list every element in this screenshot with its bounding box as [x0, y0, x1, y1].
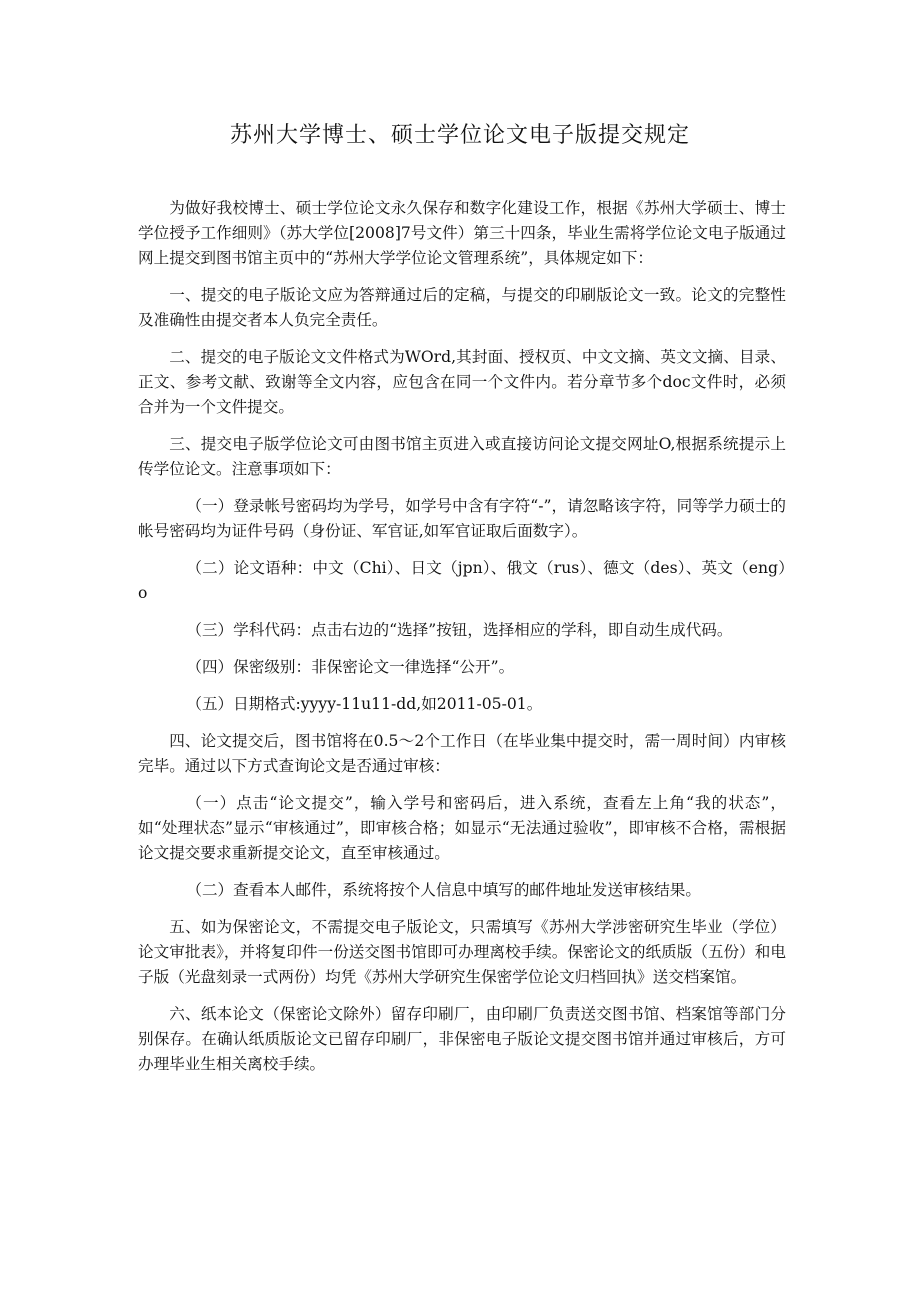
paragraph-section-3-item-4: （四）保密级别：非保密论文一律选择“公开”。: [186, 658, 515, 676]
document-title: 苏州大学博士、硕士学位论文电子版提交规定: [229, 123, 690, 148]
paragraph-section-6: 六、纸本论文（保密论文除外）留存印刷厂，由印刷厂负责送交图书馆、档案馆等部门分别保存。在确认纸质版论文已留存印刷厂，非保密电子版论文提交图书馆并通过审核后，方可办理毕业生相关离校手续。: [138, 1005, 786, 1073]
document-body: [138, 196, 786, 1089]
paragraph-section-2: 二、提交的电子版论文文件格式为WOrd,其封面、授权页、中文文摘、英文文摘、目录、正文、参考文献、致谢等全文内容，应包含在同一个文件内。若分章节多个doc文件时，必须合并为一个文件提交。: [138, 348, 786, 416]
paragraph-section-3-item-5: （五）日期格式:yyyy-11u11-dd,如2011-05-01。: [186, 695, 543, 713]
paragraph-section-1: 一、提交的电子版论文应为答辩通过后的定稿，与提交的印刷版论文一致。论文的完整性及准确性由提交者本人负完全责任。: [138, 286, 786, 329]
paragraph-section-4: 四、论文提交后，图书馆将在0.5～2个工作日（在毕业集中提交时，需一周时间）内审核完毕。通过以下方式查询论文是否通过审核：: [138, 732, 786, 775]
paragraph-section-3: 三、提交电子版学位论文可由图书馆主页进入或直接访问论文提交网址O,根据系统提示上传学位论文。注意事项如下：: [138, 435, 786, 478]
paragraph-section-4-item-2: （二）查看本人邮件，系统将按个人信息中填写的邮件地址发送审核结果。: [186, 881, 701, 899]
paragraph-section-3-item-3: （三）学科代码：点击右边的“选择”按钮，选择相应的学科，即自动生成代码。: [186, 621, 733, 639]
paragraph-intro: 为做好我校博士、硕士学位论文永久保存和数字化建设工作，根据《苏州大学硕士、博士学位授予工作细则》（苏大学位[2008]7号文件）第三十四条，毕业生需将学位论文电子版通过网上提交到图书馆主页中的“苏州大学学位论文管理系统”，具体规定如下：: [138, 199, 786, 267]
paragraph-section-3-item-1: （一）登录帐号密码均为学号，如学号中含有字符“-”，请忽略该字符，同等学力硕士的帐号密码均为证件号码（身份证、军官证,如军官证取后面数字）。: [138, 497, 786, 540]
paragraph-section-5: 五、如为保密论文，不需提交电子版论文，只需填写《苏州大学涉密研究生毕业（学位）论文审批表》，并将复印件一份送交图书馆即可办理离校手续。保密论文的纸质版（五份）和电子版（光盘刻录一式两份）均凭《苏州大学研究生保密学位论文归档回执》送交档案馆。: [138, 918, 786, 986]
paragraph-section-4-item-1: （一）点击“论文提交”，输入学号和密码后，进入系统，查看左上角“我的状态”，如“处理状态”显示“审核通过”，即审核合格；如显示“无法通过验收”，即审核不合格，需根据论文提交要求重新提交论文，直至审核通过。: [138, 794, 786, 862]
paragraph-section-3-item-2: （二）论文语种：中文（Chi）、日文（jpn）、俄文（rus）、德文（des）、英文（eng）o: [138, 559, 786, 602]
